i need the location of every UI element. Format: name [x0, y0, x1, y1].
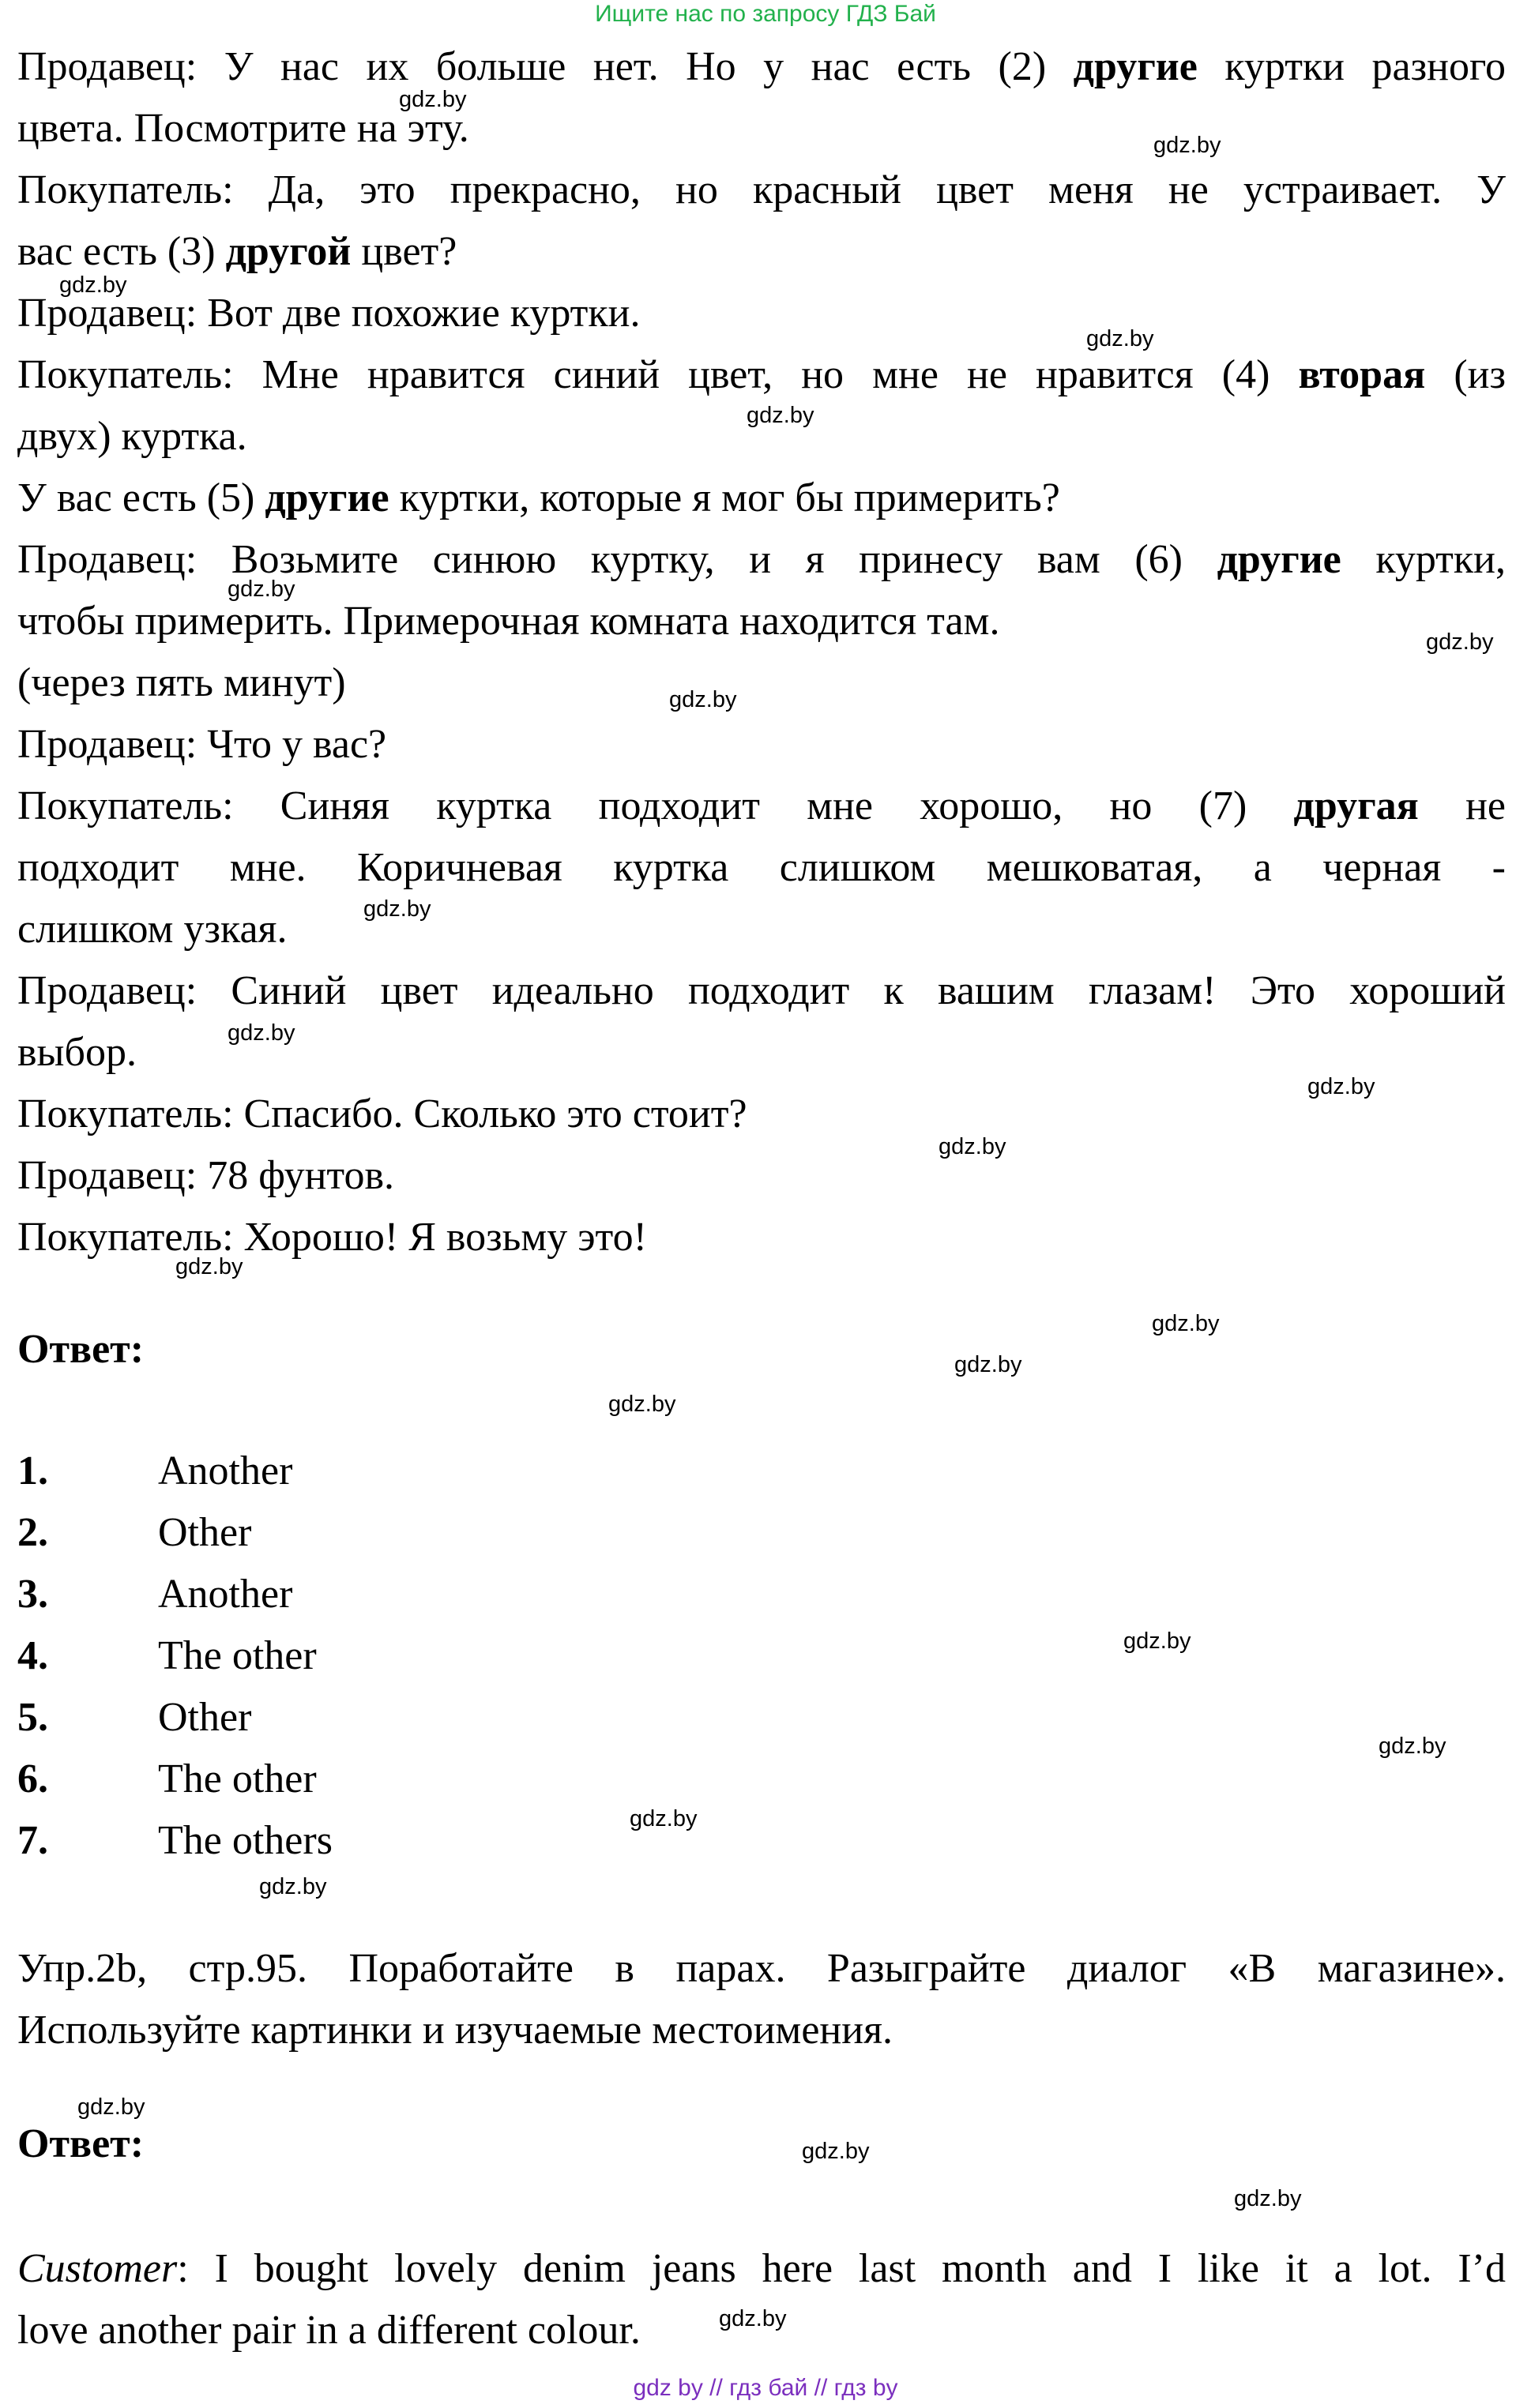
dialogue-line: Продавец: У нас их больше нет. Но у нас есть (2) другие куртки разного [17, 44, 1506, 89]
answer-number: 6. [17, 1756, 48, 1801]
watermark-text: gdz.by [363, 896, 431, 922]
dialogue-line: Продавец: Синий цвет идеально подходит к вашим глазам! Это хороший [17, 968, 1506, 1013]
answer-text: Other [158, 1510, 252, 1555]
dialogue-line: Продавец: Вот две похожие куртки. [17, 291, 641, 336]
watermark-text: gdz.by [1307, 1074, 1375, 1099]
answer-heading: Ответ: [17, 1327, 145, 1372]
watermark-text: gdz.by [399, 87, 467, 112]
exercise-instruction: Упр.2b, стр.95. Поработайте в парах. Разыграйте диалог «В магазине». [17, 1946, 1506, 1991]
watermark-text: gdz.by [1379, 1734, 1446, 1759]
watermark-text: gdz.by [259, 1874, 327, 1899]
dialogue-line: цвета. Посмотрите на эту. [17, 106, 469, 151]
watermark-text: gdz.by [954, 1352, 1022, 1377]
answer-number: 5. [17, 1695, 48, 1740]
dialogue-line: Покупатель: Хорошо! Я возьму это! [17, 1215, 647, 1260]
answer-number: 1. [17, 1448, 48, 1493]
watermark-text: gdz.by [669, 687, 737, 712]
customer-line: love another pair in a different colour. [17, 2308, 641, 2353]
watermark-text: gdz.by [1123, 1628, 1191, 1654]
answer-number: 7. [17, 1818, 48, 1863]
watermark-text: gdz.by [1152, 1311, 1220, 1336]
watermark-text: gdz.by [228, 1020, 295, 1046]
dialogue-line: Покупатель: Спасибо. Сколько это стоит? [17, 1091, 747, 1136]
dialogue-line: Покупатель: Мне нравится синий цвет, но мне не нравится (4) вторая (из [17, 352, 1507, 397]
watermark-text: gdz.by [1426, 629, 1494, 655]
dialogue-line: Продавец: Возьмите синюю куртку, и я принесу вам (6) другие куртки, [17, 537, 1506, 582]
dialogue-line: У вас есть (5) другие куртки, которые я мог бы примерить? [17, 475, 1060, 520]
answer-text: The others [158, 1818, 333, 1863]
dialogue-line: слишком узкая. [17, 907, 288, 952]
answer-heading: Ответ: [17, 2121, 145, 2166]
search-hint-header: Ищите нас по запросу ГДЗ Бай [595, 1, 936, 27]
answer-text: The other [158, 1633, 317, 1678]
dialogue-line: двух) куртка. [17, 414, 247, 459]
watermark-text: gdz.by [59, 272, 127, 298]
watermark-text: gdz.by [228, 577, 295, 602]
answer-text: Another [158, 1448, 293, 1493]
exercise-instruction: Используйте картинки и изучаемые местоимения. [17, 2008, 893, 2053]
watermark-text: gdz.by [608, 1392, 676, 1417]
footer-links[interactable]: gdz by // гдз бай // гдз by [633, 2375, 898, 2401]
customer-line: Customer: I bought lovely denim jeans here last month and I like it a lot. I’d [17, 2246, 1506, 2291]
dialogue-line: Продавец: Что у вас? [17, 722, 387, 767]
dialogue-line: чтобы примерить. Примерочная комната находится там. [17, 599, 1000, 644]
answer-number: 3. [17, 1572, 48, 1617]
watermark-text: gdz.by [747, 403, 814, 428]
dialogue-line: вас есть (3) другой цвет? [17, 229, 457, 274]
watermark-text: gdz.by [1153, 133, 1221, 158]
watermark-text: gdz.by [77, 2094, 145, 2120]
answer-number: 2. [17, 1510, 48, 1555]
watermark-text: gdz.by [175, 1254, 243, 1279]
watermark-text: gdz.by [939, 1134, 1006, 1159]
watermark-text: gdz.by [1086, 326, 1154, 351]
answer-number: 4. [17, 1633, 48, 1678]
dialogue-line: выбор. [17, 1030, 137, 1075]
watermark-text: gdz.by [630, 1806, 698, 1831]
answer-text: Another [158, 1572, 293, 1617]
watermark-text: gdz.by [719, 2306, 787, 2331]
answer-text: Other [158, 1695, 252, 1740]
watermark-text: gdz.by [802, 2139, 870, 2164]
dialogue-line: подходит мне. Коричневая куртка слишком мешковатая, а черная - [17, 845, 1506, 890]
answer-text: The other [158, 1756, 317, 1801]
dialogue-line: Продавец: 78 фунтов. [17, 1153, 395, 1198]
dialogue-line: Покупатель: Синяя куртка подходит мне хорошо, но (7) другая не [17, 783, 1506, 828]
dialogue-line: Покупатель: Да, это прекрасно, но красный цвет меня не устраивает. У [17, 167, 1506, 212]
watermark-text: gdz.by [1234, 2186, 1302, 2211]
dialogue-line: (через пять минут) [17, 660, 346, 705]
